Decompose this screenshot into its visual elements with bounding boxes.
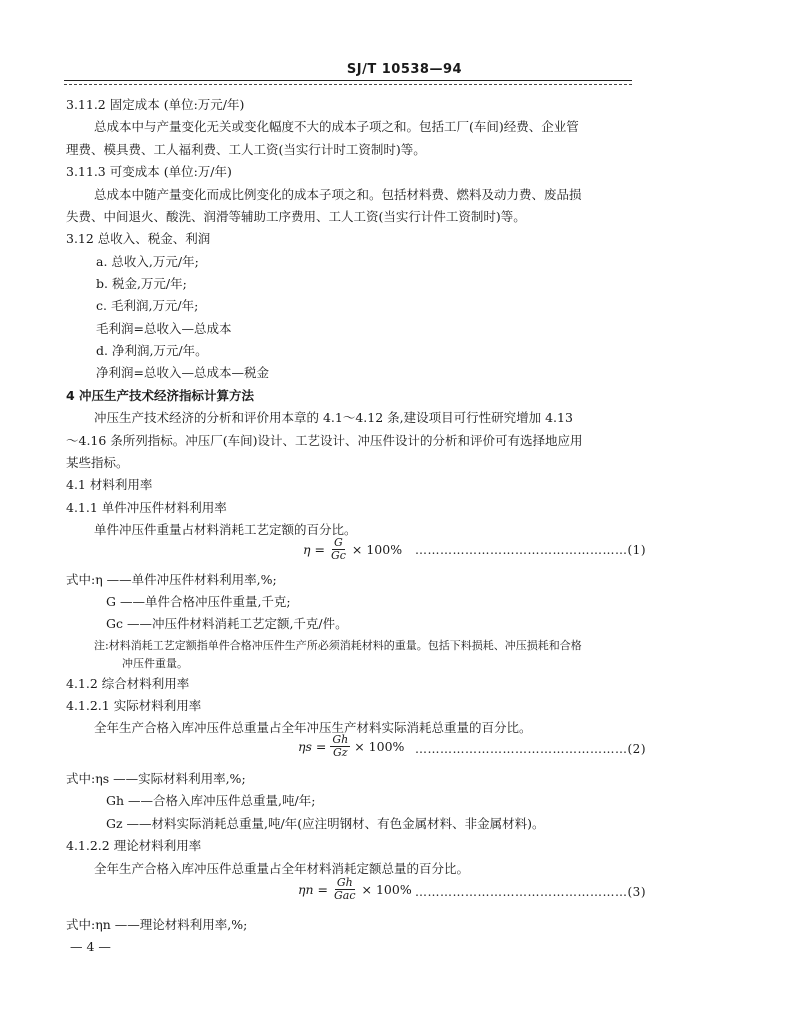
section-3-12: 3.12 总收入、税金、利润 bbox=[66, 231, 211, 246]
numerator: G bbox=[334, 536, 343, 549]
equation-number-leader: ……………………………………………(2) bbox=[415, 742, 646, 756]
equation-net-profit: 净利润=总收入—总成本—税金 bbox=[96, 365, 269, 380]
formula-rhs: × 100% bbox=[354, 739, 405, 754]
para-line: 理费、模具费、工人福利费、工人工资(当实行计时工资制时)等。 bbox=[66, 142, 426, 157]
list-item-c: c. 毛利润,万元/年; bbox=[96, 298, 199, 313]
fraction bbox=[330, 734, 350, 759]
header-rule-dashed bbox=[64, 84, 632, 85]
formula-lhs: ηs = bbox=[298, 739, 327, 754]
section-4-1-2: 4.1.2 综合材料利用率 bbox=[66, 676, 190, 691]
chapter-4-heading: 4 冲压生产技术经济指标计算方法 bbox=[66, 388, 255, 403]
formula-2 bbox=[298, 734, 404, 759]
fraction bbox=[332, 877, 358, 902]
page-number: — 4 — bbox=[70, 939, 111, 954]
definition-gh: Gh ——合格入库冲压件总重量,吨/年; bbox=[106, 793, 316, 808]
denominator: Gc bbox=[330, 549, 346, 562]
section-4-1-1: 4.1.1 单件冲压件材料利用率 bbox=[66, 500, 227, 515]
equation-gross-profit: 毛利润=总收入—总成本 bbox=[96, 321, 232, 336]
note-line: 注:材料消耗工艺定额指单件合格冲压件生产所必须消耗材料的重量。包括下料损耗、冲压损耗和合格 bbox=[94, 639, 582, 652]
section-4-1-2-1: 4.1.2.1 实际材料利用率 bbox=[66, 698, 202, 713]
denominator: Gac bbox=[334, 889, 356, 902]
numerator: Gh bbox=[332, 733, 349, 746]
equation-number-leader: ……………………………………………(3) bbox=[415, 885, 646, 899]
definition-g: G ——单件合格冲压件重量,千克; bbox=[106, 594, 291, 609]
definition-gz: Gz ——材料实际消耗总重量,吨/年(应注明钢材、有色金属材料、非金属材料)。 bbox=[106, 816, 545, 831]
para-line: 全年生产合格入库冲压件总重量占全年材料消耗定额总量的百分比。 bbox=[94, 861, 470, 876]
definition-eta-s: 式中:ηs ——实际材料利用率,%; bbox=[66, 771, 246, 786]
definition-eta-n: 式中:ηn ——理论材料利用率,%; bbox=[66, 917, 248, 932]
para-line: 单件冲压件重量占材料消耗工艺定额的百分比。 bbox=[94, 522, 357, 537]
formula-lhs: η = bbox=[303, 542, 325, 557]
para-line: 总成本中与产量变化无关或变化幅度不大的成本子项之和。包括工厂(车间)经费、企业管 bbox=[94, 119, 579, 134]
definition-gc: Gc ——冲压件材料消耗工艺定额,千克/件。 bbox=[106, 616, 348, 631]
para-line: 失费、中间退火、酸洗、润滑等辅助工序费用、工人工资(当实行计件工资制时)等。 bbox=[66, 209, 526, 224]
equation-number-leader: ……………………………………………(1) bbox=[415, 543, 646, 557]
para-line: 某些指标。 bbox=[66, 455, 129, 470]
section-3-11-2: 3.11.2 固定成本 (单位:万元/年) bbox=[66, 97, 245, 112]
formula-rhs: × 100% bbox=[361, 882, 412, 897]
list-item-a: a. 总收入,万元/年; bbox=[96, 254, 199, 269]
standard-header: SJ/T 10538—94 bbox=[346, 62, 463, 77]
para-line: 总成本中随产量变化而成比例变化的成本子项之和。包括材料费、燃料及动力费、废品损 bbox=[94, 187, 582, 202]
list-item-d: d. 净利润,万元/年。 bbox=[96, 343, 208, 358]
denominator: Gz bbox=[333, 746, 348, 759]
formula-1 bbox=[303, 537, 402, 562]
formula-3 bbox=[298, 877, 412, 902]
numerator: Gh bbox=[336, 876, 353, 889]
section-4-1-2-2: 4.1.2.2 理论材料利用率 bbox=[66, 838, 202, 853]
formula-rhs: × 100% bbox=[351, 542, 403, 557]
section-3-11-3: 3.11.3 可变成本 (单位:万/年) bbox=[66, 164, 232, 179]
formula-lhs: ηn = bbox=[298, 882, 328, 897]
para-line: 冲压生产技术经济的分析和评价用本章的 4.1～4.12 条,建设项目可行性研究增加 4.13 bbox=[94, 410, 573, 425]
list-item-b: b. 税金,万元/年; bbox=[96, 276, 187, 291]
fraction bbox=[329, 537, 348, 562]
para-line: 全年生产合格入库冲压件总重量占全年冲压生产材料实际消耗总重量的百分比。 bbox=[94, 720, 532, 735]
header-rule bbox=[64, 80, 632, 81]
para-line: ～4.16 条所列指标。冲压厂(车间)设计、工艺设计、冲压件设计的分析和评价可有选择地应用 bbox=[66, 433, 583, 448]
section-4-1: 4.1 材料利用率 bbox=[66, 477, 153, 492]
definition-eta: 式中:η ——单件冲压件材料利用率,%; bbox=[66, 572, 277, 587]
note-line: 冲压件重量。 bbox=[122, 657, 188, 670]
